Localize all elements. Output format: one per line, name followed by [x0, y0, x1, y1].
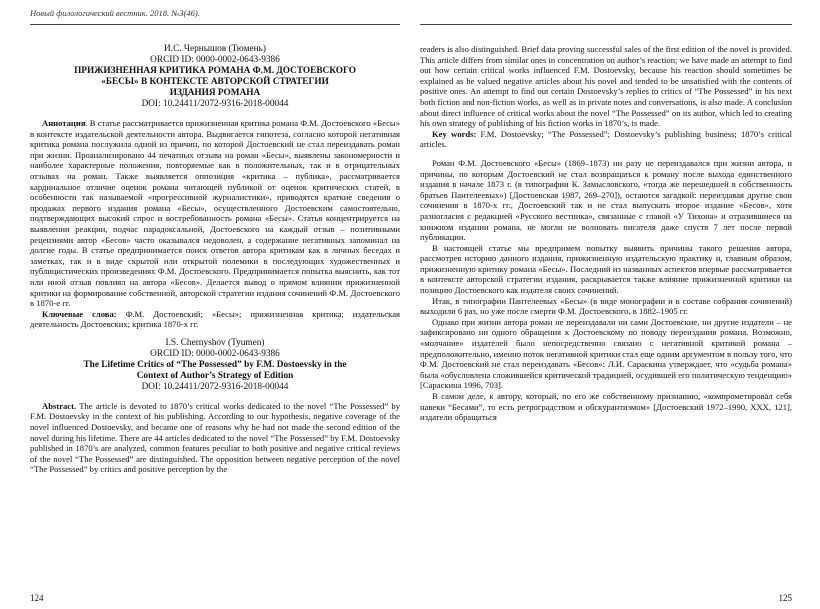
ru-abstract-label: Аннотация: [42, 118, 86, 128]
en-keywords-label: Key words:: [432, 128, 477, 139]
en-doi: DOI: 10.24411/2072-9316-2018-00044: [141, 381, 289, 392]
en-abstract-label: Abstract.: [42, 400, 77, 411]
body-paragraph-3: Итак, в типографии Пантелеевых «Бесы» (в виде монографии и в составе собрания сочинений) выходили 6 раз, но уже после смерти Ф.М. Достоевского, в 1882–1905 гг.: [420, 295, 792, 317]
left-page: [30, 44, 400, 475]
header-rule-right: [420, 24, 792, 25]
ru-abstract-text: . В статье рассматривается прижизненная критика романа Ф.М. Достоевского «Бесы» в контексте издательской деятельности автора. Выдвигается гипотеза, согласно которой негативная критика романа послужила одной из причин, по которой Достоевский не стал переиздавать роман при жизни. Проанализировано 44 печатных отзыва на роман «Бесы», выявлены закономерности и наиболее характерные положения, повторяемые как в положительных, так и в отрицательных отзывах на роман. Также выявляется оппозиция «критика – публика», рассматривается кардинальное отличие оценок романа читающей публикой от оценок критических статей, в особенности так называемой «прогрессивной журналистики», приводятся краткие сведения о продажах первого издания романа «Бесы», осуществленного Достоевским самостоятельно, подтверждающих высокий спрос и востребованность романа «Бесы». Статья концентрируется на выявлении реакции, подчас парадоксальной, Достоевского на каждый отзыв – позитивными рецензиями автор «Бесов» часто оказывался недоволен, а содержание негативных запоминал на долгие годы. В статье предпринимается поиск ответов автора критикам как в личных беседах и заметках, так и в виде скрытой или открытой полемики в последующих художественных и публицистических произведениях Ф.М. Достоевского. Предпринимается попытка выяснить, как тот или иной отзыв повлиял на автора «Бесов». Делается вывод о прямом влиянии прижизненной критики на формирование собственной, авторской стратегии издания сочинений Ф.М. Достоевского в 1870-е гг.: [30, 118, 400, 309]
en-abstract: [30, 401, 400, 475]
en-keywords-text: F.M. Dostoevsky; “The Possessed”; Dostoevsky’s publishing business; 1870’s critical articles.: [420, 128, 792, 150]
ru-keywords-label: Ключевые слова:: [42, 308, 117, 319]
ru-author: И.С. Чернышов (Тюмень): [164, 44, 266, 54]
body-paragraph-1: Роман Ф.М. Достоевского «Бесы» (1869–1873) ни разу не переиздавался при жизни автора, и причины, по которым Достоевский не стал возвращаться к роману после выхода единственного издания в начале 1873 г. (в типографии К. Замысловского, «тогда же перешедшей в собственность братьев Пантелеевых») [Достоевская 1987, 269–270]), остаются загадкой: переиздавая другие свои сочинения в 1870-х гг., Достоевский так и не стал выпускать второе издание «Бесов», хотя разногласия с редакцией «Русского вестника», связанные с главой «У Тихона» и отразившиеся на книжном издании романа, не могли не волновать писателя даже спустя 7 лет после первой публикации.: [420, 157, 792, 243]
right-page-number: 125: [778, 593, 792, 603]
en-title-line-1: The Lifetime Critics of “The Possessed” by F.M. Dostoevsky in the: [83, 359, 347, 370]
en-keywords: [420, 129, 792, 150]
en-title-line-2: Context of Author’s Strategy of Edition: [136, 370, 294, 381]
en-abstract-text: The article is devoted to 1870’s critical works dedicated to the novel “The Possessed” by F.M. Dostoevsky in the context of his publishing. According to our hypothesis, negative coverage of the novel influenced Dostoevsky, and became one of reasons why he had not made the second edition of the novel during his lifetime. There are 44 articles dedicated to the novel “The Possessed” by F.M. Dostoevsky published in 1870’s are analyzed, common features peculiar to both positive and negative critical reviews of the novel “The Possessed” are distinguished. The opposition between negative perception of the novel “The Possessed” by critics and positive perception by the: [30, 400, 400, 475]
en-orcid: ORCID ID: 0000-0002-0643-9386: [150, 348, 280, 359]
header-rule-left: [30, 24, 400, 25]
ru-orcid: ORCID ID: 0000-0002-0643-9386: [150, 55, 280, 65]
ru-keywords-text: Ф.М. Достоевский; «Бесы»; прижизненная критика; издательская деятельность Достоевских; критика 1870-х гг.: [30, 308, 400, 330]
right-page: [420, 44, 792, 423]
ru-doi: DOI: 10.24411/2072-9316-2018-00044: [141, 99, 289, 109]
left-page-number: 124: [30, 593, 44, 603]
ru-keywords: [30, 309, 400, 330]
en-author: I.S. Chernyshov (Tyumen): [165, 337, 265, 348]
body-paragraph-4: Однако при жизни автора роман не переиздавали ни сами Достоевские, ни другие издатели – не зафиксировано ни одного обращения к Достоевскому по поводу переиздания романа. Возможно, «молчание» издателей было непосредственно связано с негативной критикой романа – предположительно, именно поток негативной критики стал еще одним аргументом в пользу того, что Ф.М. Достоевский не стал переиздавать «Бесов»: Л.И. Сараскина утверждает, что «судьба романа» была «обусловлена сложившейся критической традицией, осудившей его политическую тенденцию» [Сараскина 1996, 703].: [420, 316, 792, 391]
ru-title-line-1: ПРИЖИЗНЕННАЯ КРИТИКА РОМАНА Ф.М. ДОСТОЕВСКОГО: [74, 66, 356, 76]
ru-title-line-2: «БЕСЫ» В КОНТЕКСТЕ АВТОРСКОЙ СТРАТЕГИИ: [101, 77, 329, 87]
ru-abstract: [30, 118, 400, 309]
journal-header: Новый филологический вестник. 2018. №3(46).: [30, 8, 200, 18]
ru-title-line-3: ИЗДАНИЯ РОМАНА: [169, 88, 261, 98]
body-paragraph-2: В настоящей статье мы предпримем попытку выявить причины такого решения автора, рассмотрев историю данного издания, прижизненную издательскую практику и, главным образом, прижизненную критику романа «Бесы». Последний из названных аспектов впервые рассматривается в контексте авторской стратегии издания, раскрывается также влияние прижизненной критики на позицию Достоевского как издателя своих сочинений.: [420, 242, 792, 296]
body-paragraph-5: В самом деле, к автору, который, по его же собственному признанию, «компрометировал себя навеки “Бесами”, то есть ретроградством и обскурантизмом» [Достоевский 1972–1990, ХХХ, 121], издатели обращаться: [420, 391, 792, 423]
en-abstract-continued: readers is also distinguished. Brief data proving successful sales of the first edition of the novel is provided. This article differs from similar ones in concentration on author’s reaction; we have made an attempt to find out how certain critical works influenced F.M. Dostoevsky, because his reaction should sometimes be explained as he valued negative articles about his novel and tended to be unsatisfied with the contents of positive ones. An attempt to find out certain Dostoevsky’s replies to critics of “The Possessed” in his next both fiction and non-fiction works, as well as in private notes and conversations, is also made. A conclusion about direct influence of critical works about the novel “The Possessed” on its author, which led to creating his own strategy of publishing of his fiction works in 1870’s, is made.: [420, 44, 792, 129]
